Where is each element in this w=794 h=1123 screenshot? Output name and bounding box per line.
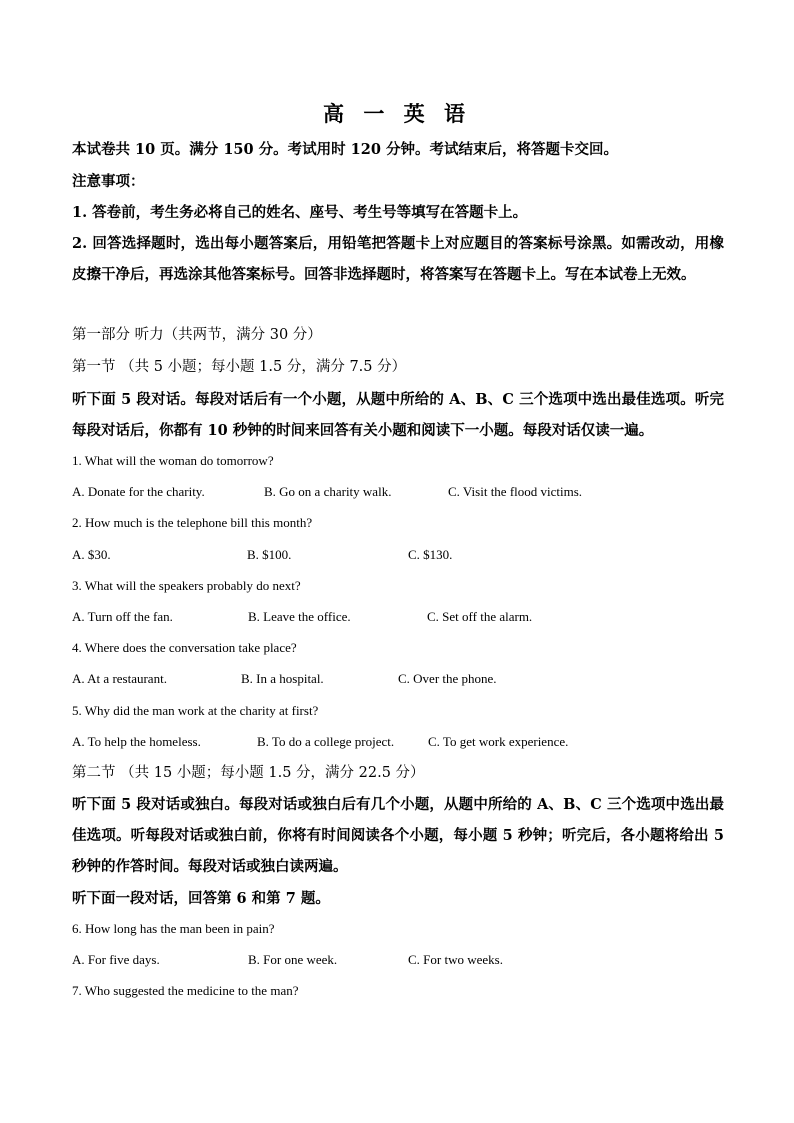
page-title: 高 一 英 语	[323, 101, 471, 126]
section1-heading: 第一节 （共 5 小题；每小题 1.5 分，满分 7.5 分）	[72, 359, 407, 375]
option-a: A. At a restaurant.	[72, 671, 167, 686]
question-2: 2. How much is the telephone bill this month?	[72, 515, 313, 530]
section1-instruction: 听下面 5 段对话。每段对话后有一个小题，从题中所给的 A、B、C 三个选项中选出最佳选项。听完每段对话后，你都有 10 秒钟的时间来回答有关小题和阅读下一小题。每段对话仅读一遍。	[72, 391, 724, 439]
option-c: C. Visit the flood victims.	[448, 484, 583, 499]
option-b: B. $100.	[247, 547, 292, 562]
option-a: A. Turn off the fan.	[72, 609, 173, 624]
question-6: 6. How long has the man been in pain?	[72, 921, 275, 936]
option-a: A. $30.	[72, 547, 111, 562]
question-5: 5. Why did the man work at the charity at first?	[72, 703, 319, 718]
option-a: A. For five days.	[72, 952, 160, 967]
dialogue-note: 听下面一段对话，回答第 6 和第 7 题。	[72, 890, 330, 907]
option-b: B. Leave the office.	[248, 609, 351, 624]
question-7: 7. Who suggested the medicine to the man?	[72, 983, 299, 998]
notice-item-1: 1. 答卷前，考生务必将自己的姓名、座号、考生号等填写在答题卡上。	[72, 204, 528, 221]
option-a: A. To help the homeless.	[72, 734, 201, 749]
question-4-options	[72, 670, 724, 688]
question-2-options	[72, 546, 724, 564]
question-3: 3. What will the speakers probably do next?	[72, 578, 301, 593]
question-3-options	[72, 608, 724, 626]
option-b: B. For one week.	[248, 952, 338, 967]
option-c: C. To get work experience.	[428, 734, 569, 749]
part1-heading: 第一部分 听力（共两节，满分 30 分）	[72, 327, 322, 343]
option-b: B. In a hospital.	[241, 671, 324, 686]
option-b: B. Go on a charity walk.	[264, 484, 392, 499]
question-1: 1. What will the woman do tomorrow?	[72, 453, 274, 468]
section2-heading: 第二节 （共 15 小题；每小题 1.5 分，满分 22.5 分）	[72, 765, 425, 781]
option-b: B. To do a college project.	[257, 734, 395, 749]
notice-heading: 注意事项：	[72, 173, 145, 190]
notice-item-2: 2. 回答选择题时，选出每小题答案后，用铅笔把答题卡上对应题目的答案标号涂黑。如需改动，用橡皮擦干净后，再选涂其他答案标号。回答非选择题时，将答案写在答题卡上。写在本试卷上无效。	[72, 235, 724, 283]
option-a: A. Donate for the charity.	[72, 484, 205, 499]
option-c: C. Set off the alarm.	[427, 609, 533, 624]
option-c: C. For two weeks.	[408, 952, 503, 967]
question-6-options	[72, 951, 724, 969]
question-5-options	[72, 733, 724, 751]
section2-instruction: 听下面 5 段对话或独白。每段对话或独白后有几个小题，从题中所给的 A、B、C 三个选项中选出最佳选项。听每段对话或独白前，你将有时间阅读各个小题，每小题 5 秒钟；听完后，各小题将给出 5 秒钟的作答时间。每段对话或独白读两遍。	[72, 796, 724, 875]
exam-intro: 本试卷共 10 页。满分 150 分。考试用时 120 分钟。考试结束后，将答题卡交回。	[72, 141, 618, 158]
option-c: C. $130.	[408, 547, 453, 562]
question-4: 4. Where does the conversation take place?	[72, 640, 297, 655]
question-1-options	[72, 483, 724, 501]
option-c: C. Over the phone.	[398, 671, 497, 686]
